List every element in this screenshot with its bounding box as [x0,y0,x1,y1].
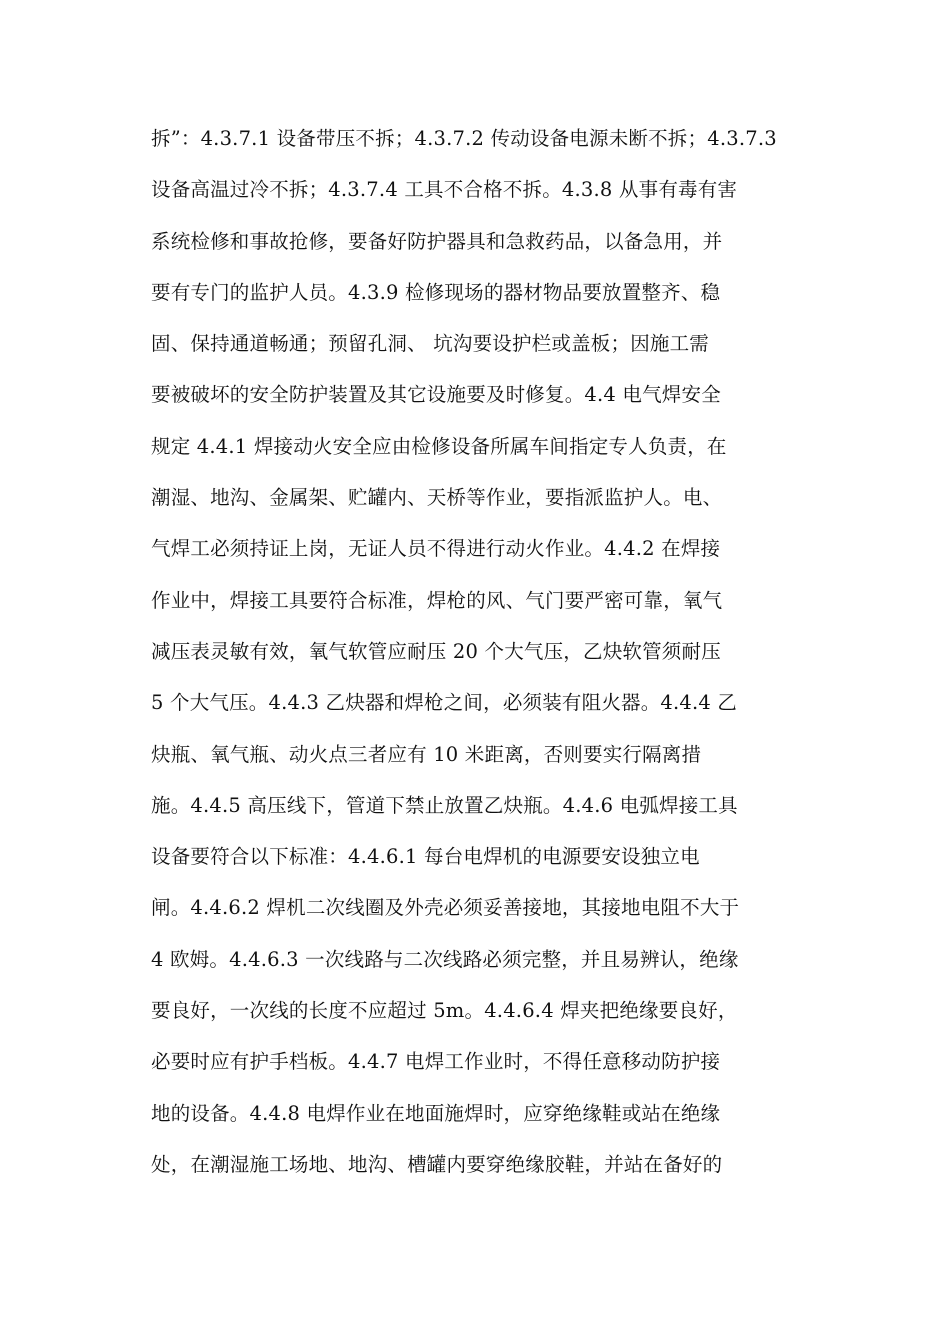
text-line-3: 系统检修和事故抢修，要备好防护器具和急救药品，以备急用，并 [151,229,723,253]
body-text [151,119,811,1196]
text-line-1: 拆”：4.3.7.1 设备带压不拆；4.3.7.2 传动设备电源未断不拆；4.3.7.3 [151,127,777,150]
text-line-17: 4 欧姆。4.4.6.3 一次线路与二次线路必须完整，并且易辨认，绝缘 [151,947,739,971]
text-line-11: 减压表灵敏有效，氧气软管应耐压 20 个大气压，乙炔软管须耐压 [151,639,721,663]
text-line-2: 设备高温过冷不拆；4.3.7.4 工具不合格不拆。4.3.8 从事有毒有害 [151,178,738,202]
text-line-18: 要良好，一次线的长度不应超过 5m。4.4.6.4 焊夹把绝缘要良好， [151,999,738,1023]
text-line-12: 5 个大气压。4.4.3 乙炔器和焊枪之间，必须装有阻火器。4.4.4 乙 [151,691,738,715]
text-line-7: 规定 4.4.1 焊接动火安全应由检修设备所属车间指定专人负责，在 [151,434,727,458]
text-line-13: 炔瓶、氧气瓶、动火点三者应有 10 米距离，否则要实行隔离措 [151,742,702,766]
text-line-19: 必要时应有护手档板。4.4.7 电焊工作业时，不得任意移动防护接 [151,1050,721,1074]
text-line-4: 要有专门的监护人员。4.3.9 检修现场的器材物品要放置整齐、稳 [151,280,721,304]
text-line-16: 闸。4.4.6.2 焊机二次线圈及外壳必须妥善接地，其接地电阻不大于 [151,896,740,920]
text-line-21: 处，在潮湿施工场地、地沟、槽罐内要穿绝缘胶鞋，并站在备好的 [151,1152,723,1176]
text-line-9: 气焊工必须持证上岗，无证人员不得进行动火作业。4.4.2 在焊接 [151,537,721,561]
text-line-15: 设备要符合以下标准：4.4.6.1 每台电焊机的电源要安设独立电 [151,845,700,869]
text-line-10: 作业中，焊接工具要符合标准，焊枪的风、气门要严密可靠，氧气 [151,588,723,612]
text-line-8: 潮湿、地沟、金属架、贮罐内、天桥等作业，要指派监护人。电、 [151,486,723,510]
text-line-14: 施。4.4.5 高压线下，管道下禁止放置乙炔瓶。4.4.6 电弧焊接工具 [151,793,738,817]
text-line-6: 要被破坏的安全防护装置及其它设施要及时修复。4.4 电气焊安全 [151,383,721,407]
text-line-5: 固、保持通道畅通；预留孔洞、 坑沟要设护栏或盖板；因施工需 [151,332,709,356]
text-line-20: 地的设备。4.4.8 电焊作业在地面施焊时，应穿绝缘鞋或站在绝缘 [151,1101,721,1125]
